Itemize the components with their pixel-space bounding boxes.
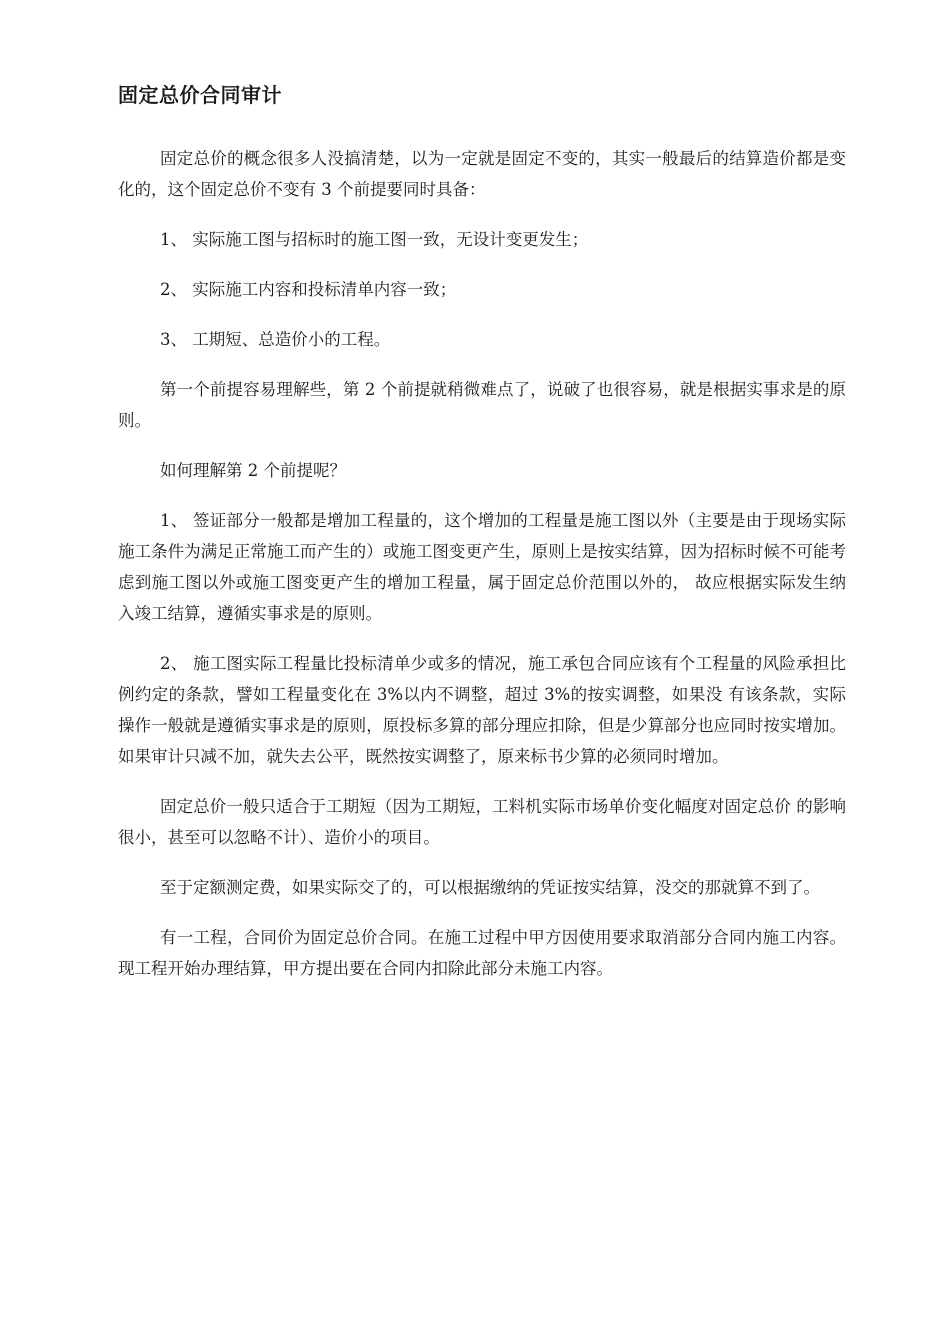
paragraph-question: 如何理解第 2 个前提呢？ — [160, 461, 346, 480]
paragraph-premise-2: 2、 实际施工内容和投标清单内容一致； — [160, 280, 457, 299]
paragraph-premise-3: 3、 工期短、总造价小的工程。 — [160, 330, 391, 349]
paragraph-applicability: 固定总价一般只适合于工期短（因为工期短，工料机实际市场单价变化幅度对固定总价 的影响很小，甚至可以忽略不计）、造价小的项目。 — [118, 797, 846, 847]
paragraph-case: 有一工程，合同价为固定总价合同。在施工过程中甲方因使用要求取消部分合同内施工内容。现工程开始办理结算，甲方提出要在合同内扣除此部分未施工内容。 — [118, 928, 846, 978]
document-body — [118, 143, 846, 1003]
paragraph-explanation: 第一个前提容易理解些，第 2 个前提就稍微难点了，说破了也很容易，就是根据实事求是的原则。 — [118, 380, 846, 430]
paragraph-point-1: 1、 签证部分一般都是增加工程量的，这个增加的工程量是施工图以外（主要是由于现场实际施工条件为满足正常施工而产生的）或施工图变更产生，原则上是按实结算，因为招标时候不可能考虑到施工图以外或施工图变更产生的增加工程量，属于固定总价范围以外的， 故应根据实际发生纳入竣工结算，遵循实事求是的原则。 — [118, 511, 846, 623]
paragraph-point-2: 2、 施工图实际工程量比投标清单少或多的情况，施工承包合同应该有个工程量的风险承担比例约定的条款，譬如工程量变化在 3%以内不调整，超过 3%的按实调整，如果没 有该条款，实际操作一般就是遵循实事求是的原则，原投标多算的部分理应扣除，但是少算部分也应同时按实增加。如果审计只减不加，就失去公平，既然按实调整了，原来标书少算的必须同时增加。 — [118, 654, 846, 766]
paragraph-fee: 至于定额测定费，如果实际交了的，可以根据缴纳的凭证按实结算，没交的那就算不到了。 — [160, 878, 820, 897]
document-title: 固定总价合同审计 — [118, 83, 282, 107]
paragraph-intro: 固定总价的概念很多人没搞清楚，以为一定就是固定不变的，其实一般最后的结算造价都是变化的，这个固定总价不变有 3 个前提要同时具备： — [118, 149, 846, 199]
paragraph-premise-1: 1、 实际施工图与招标时的施工图一致，无设计变更发生； — [160, 230, 589, 249]
